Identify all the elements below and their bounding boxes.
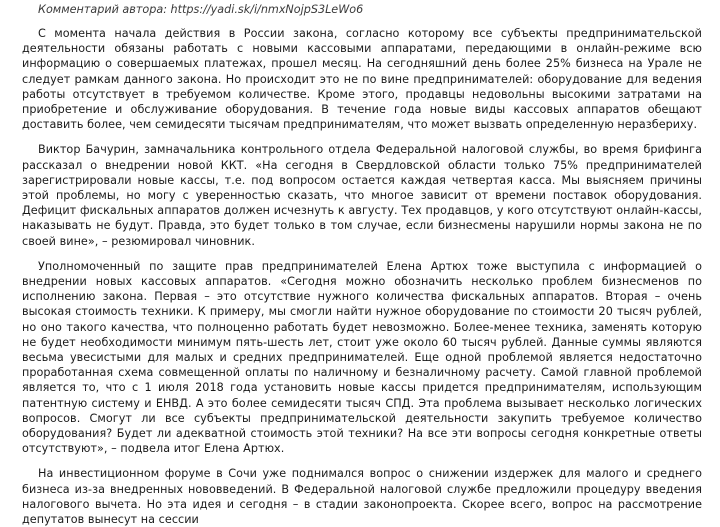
article-page	[0, 2, 720, 527]
author-comment-link[interactable]: Комментарий автора: https://yadi.sk/i/nmxNojpS3LeWo6	[38, 3, 364, 16]
article-paragraph-4: На инвестиционном форуме в Сочи уже поднимался вопрос о снижении издержек для малого и среднего бизнеса из-за внедренных нововведений. В Федеральной налоговой службе предложили процедуру введения налогового вычета. Но эта идея и сегодня – в стадии законопроекта. Скорее всего, вопрос на рассмотрение депутатов вынесут на сессии	[22, 467, 702, 527]
article-paragraph-1: С момента начала действия в России закона, согласно которому все субъекты предпринимательской деятельности обязаны работать с новыми кассовыми аппаратами, передающими в онлайн-режиме всю информацию о совершаемых платежах, прошел месяц. На сегодняшний день более 25% бизнеса на Урале не следует рамкам данного закона. Но происходит это не по вине предпринимателей: оборудование для ведения работы отсутствует в требуемом количестве. Кроме этого, продавцы недовольны высокими затратами на приобретение и обслуживание оборудования. В течение года новые виды кассовых аппаратов обещают доставить более, чем семидесяти тысячам предпринимателям, что может вызвать определенную неразбериху.	[22, 27, 702, 132]
article-paragraph-2: Виктор Бачурин, замначальника контрольного отдела Федеральной налоговой службы, во время брифинга рассказал о внедрении новой ККТ. «На сегодня в Свердловской области только 75% предпринимателей зарегистрировали новые кассы, т.е. под вопросом остается каждая четвертая касса. Мы выясняем причины этой проблемы, но могу с уверенностью сказать, что многое зависит от времени поставок оборудования. Дефицит фискальных аппаратов должен исчезнуть к августу. Тех продавцов, у кого отсутствуют онлайн-кассы, наказывать не будут. Правда, это будет только в том случае, если бизнесмены нарушили нормы закона не по своей вине», – резюмировал чиновник.	[22, 143, 702, 248]
article-paragraph-3: Уполномоченный по защите прав предпринимателей Елена Артюх тоже выступила с информацией о внедрении новых кассовых аппаратов. «Сегодня можно обозначить несколько проблем бизнесменов по исполнению закона. Первая – это отсутствие нужного количества фискальных аппаратов. Вторая – очень высокая стоимость техники. К примеру, мы смогли найти нужное оборудование по стоимости 20 тысяч рублей, но оно такого качества, что полноценно работать будет невозможно. Более-менее техника, заменять которую не будет необходимости минимум пять-шесть лет, стоит уже около 60 тысяч рублей. Данные суммы являются весьма увесистыми для малых и средних предпринимателей. Еще одной проблемой является недостаточно проработанная схема совмещенной оплаты по наличному и безналичному расчету. Самой главной проблемой является то, что с 1 июля 2018 года установить новые кассы придется предпринимателям, использующим патентную систему и ЕНВД. А это более семидесяти тысяч СПД. Эта проблема вызывает несколько логических вопросов. Смогут ли все субъекты предпринимательской деятельности закупить требуемое количество оборудования? Будет ли адекватной стоимость этой техники? На все эти вопросы сегодня конкретные ответы отсутствуют», – подвела итог Елена Артюх.	[22, 259, 702, 456]
